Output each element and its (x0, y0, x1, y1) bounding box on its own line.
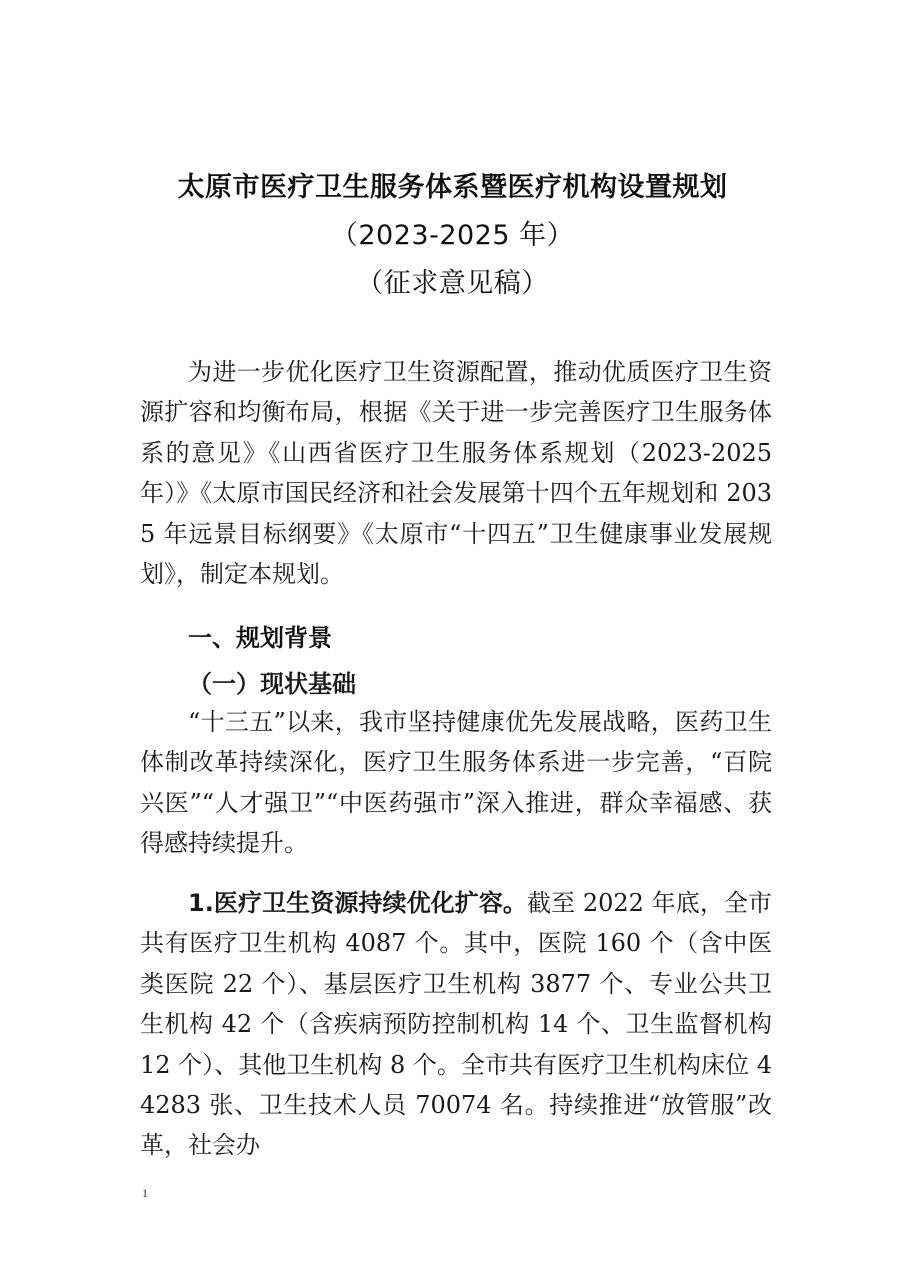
status-paragraph: “十三五”以来，我市坚持健康优先发展战略，医药卫生体制改革持续深化，医疗卫生服务体系进一步完善，“百院兴医”“人才强卫”“中医药强市”深入推进，群众幸福感、获得感持续提升。 (140, 708, 772, 858)
resources-paragraph-lead: 1.医疗卫生资源持续优化扩容。 (188, 889, 527, 917)
subsection-heading-current-status: （一）现状基础 (188, 669, 356, 698)
intro-paragraph: 为进一步优化医疗卫生资源配置，推动优质医疗卫生资源扩容和均衡布局，根据《关于进一步完善医疗卫生服务体系的意见》《山西省医疗卫生服务体系规划（2023-2025 年）》《太原市国民经济和社会发展第十四个五年规划和 2035 年远景目标纲要》《太原市“十四五”卫生健康事业发展规划》，制定本规划。 (140, 358, 772, 589)
resources-paragraph (140, 883, 772, 1166)
section-heading-background: 一、规划背景 (188, 624, 332, 652)
document-title-years: （2023-2025 年） (330, 220, 575, 251)
resources-paragraph-body: 截至 2022 年底，全市共有医疗卫生机构 4087 个。其中，医院 160 个（含中医类医院 22 个）、基层医疗卫生机构 3877 个、专业公共卫生机构 42 个（含疾病预防控制机构 14 个、卫生监督机构 12 个）、其他卫生机构 8 个。全市共有医疗卫生机构床位 44283 张、卫生技术人员 70074 名。持续推进“放管服”改革，社会办 (140, 889, 772, 1160)
document-title-draft-note: （征求意见稿） (356, 268, 549, 299)
document-title: 太原市医疗卫生服务体系暨医疗机构设置规划 (177, 172, 728, 203)
page-number: 1 (142, 1186, 148, 1200)
